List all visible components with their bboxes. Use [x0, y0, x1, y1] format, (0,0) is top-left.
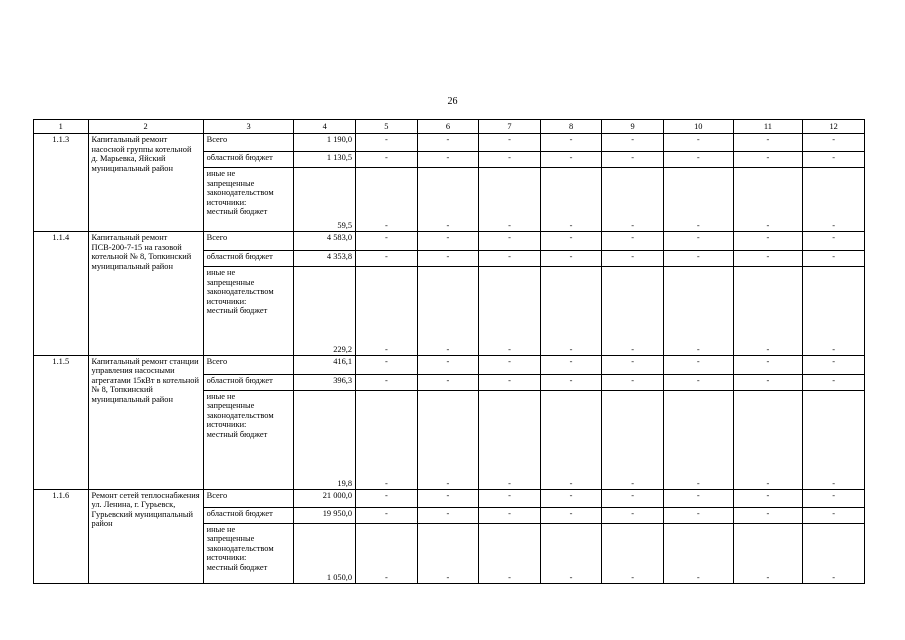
empty-value-dash: -	[602, 232, 664, 251]
funding-source-line: запрещенные	[206, 178, 255, 188]
funding-source-line: источники:	[206, 420, 247, 430]
table-row	[34, 134, 865, 152]
empty-value-dash: -	[663, 134, 733, 152]
empty-value-dash: -	[479, 374, 541, 390]
empty-value-dash: -	[356, 134, 418, 152]
funding-source-label: областной бюджет	[203, 507, 294, 523]
item-name: Ремонт сетей теплоснабжения ул. Ленина, г. Гурьевск, Гурьевский муниципальный район	[88, 490, 203, 584]
funding-source-line: запрещенные	[206, 534, 255, 544]
empty-value-dash: -	[540, 374, 602, 390]
empty-value-dash: -	[356, 168, 418, 232]
empty-value-dash: -	[733, 267, 803, 356]
amount-value: 19 950,0	[294, 507, 356, 523]
empty-value-dash: -	[803, 168, 865, 232]
empty-value-dash: -	[803, 507, 865, 523]
column-number: 8	[540, 120, 602, 134]
empty-value-dash: -	[356, 356, 418, 375]
column-number: 2	[88, 120, 203, 134]
funding-source-line: источники:	[206, 553, 247, 563]
empty-value-dash: -	[356, 250, 418, 266]
column-number: 5	[356, 120, 418, 134]
empty-value-dash: -	[602, 134, 664, 152]
column-number-row	[34, 120, 865, 134]
empty-value-dash: -	[479, 250, 541, 266]
item-number: 1.1.6	[34, 490, 89, 584]
empty-value-dash: -	[540, 168, 602, 232]
empty-value-dash: -	[733, 356, 803, 375]
empty-value-dash: -	[479, 134, 541, 152]
funding-source-label	[203, 267, 294, 356]
empty-value-dash: -	[602, 490, 664, 508]
funding-source-label	[203, 391, 294, 490]
empty-value-dash: -	[733, 524, 803, 584]
empty-value-dash: -	[540, 134, 602, 152]
item-name: Капитальный ремонт насосной группы котельной д. Марьевка, Яйский муниципальный район	[88, 134, 203, 232]
empty-value-dash: -	[479, 490, 541, 508]
item-number: 1.1.3	[34, 134, 89, 232]
column-number: 9	[602, 120, 664, 134]
empty-value-dash: -	[417, 151, 479, 167]
item-number: 1.1.5	[34, 356, 89, 490]
empty-value-dash: -	[733, 374, 803, 390]
funding-source-label: Всего	[203, 134, 294, 152]
funding-source-line: местный бюджет	[206, 562, 268, 572]
empty-value-dash: -	[479, 524, 541, 584]
budget-table	[33, 119, 865, 584]
empty-value-dash: -	[540, 356, 602, 375]
empty-value-dash: -	[540, 232, 602, 251]
empty-value-dash: -	[733, 391, 803, 490]
empty-value-dash: -	[663, 356, 733, 375]
column-number: 3	[203, 120, 294, 134]
empty-value-dash: -	[356, 232, 418, 251]
amount-value: 1 050,0	[294, 524, 356, 584]
empty-value-dash: -	[356, 391, 418, 490]
amount-value: 1 190,0	[294, 134, 356, 152]
funding-source-line: местный бюджет	[206, 306, 268, 315]
empty-value-dash: -	[663, 151, 733, 167]
empty-value-dash: -	[417, 232, 479, 251]
empty-value-dash: -	[602, 524, 664, 584]
column-number: 4	[294, 120, 356, 134]
empty-value-dash: -	[733, 507, 803, 523]
item-name: Капитальный ремонт ПСВ-200-7-15 на газовой котельной № 8, Топкинский муниципальный район	[88, 232, 203, 356]
empty-value-dash: -	[663, 507, 733, 523]
column-number: 6	[417, 120, 479, 134]
empty-value-dash: -	[540, 250, 602, 266]
funding-source-label: Всего	[203, 356, 294, 375]
empty-value-dash: -	[417, 267, 479, 356]
empty-value-dash: -	[803, 267, 865, 356]
funding-source-label	[203, 168, 294, 232]
empty-value-dash: -	[417, 250, 479, 266]
empty-value-dash: -	[479, 232, 541, 251]
empty-value-dash: -	[479, 168, 541, 232]
table-row	[34, 490, 865, 508]
empty-value-dash: -	[663, 391, 733, 490]
empty-value-dash: -	[356, 374, 418, 390]
funding-source-label	[203, 524, 294, 584]
empty-value-dash: -	[356, 507, 418, 523]
funding-source-line: источники:	[206, 197, 247, 207]
empty-value-dash: -	[417, 490, 479, 508]
empty-value-dash: -	[602, 356, 664, 375]
empty-value-dash: -	[602, 151, 664, 167]
funding-source-line: запрещенные	[206, 401, 255, 411]
funding-source-line: местный бюджет	[206, 207, 268, 217]
amount-value: 4 353,8	[294, 250, 356, 266]
empty-value-dash: -	[602, 267, 664, 356]
amount-value: 4 583,0	[294, 232, 356, 251]
funding-source-line: законодательством	[206, 188, 274, 198]
amount-value: 21 000,0	[294, 490, 356, 508]
empty-value-dash: -	[417, 134, 479, 152]
empty-value-dash: -	[417, 374, 479, 390]
empty-value-dash: -	[663, 490, 733, 508]
funding-source-line: местный бюджет	[206, 429, 268, 439]
funding-source-line: запрещенные	[206, 277, 255, 287]
empty-value-dash: -	[663, 374, 733, 390]
table-row	[34, 232, 865, 251]
column-number: 10	[663, 120, 733, 134]
empty-value-dash: -	[803, 134, 865, 152]
amount-value: 396,3	[294, 374, 356, 390]
empty-value-dash: -	[803, 391, 865, 490]
funding-source-line: иные не	[206, 392, 236, 402]
funding-source-line: иные не	[206, 268, 236, 278]
empty-value-dash: -	[803, 374, 865, 390]
empty-value-dash: -	[663, 267, 733, 356]
empty-value-dash: -	[602, 507, 664, 523]
funding-source-label: Всего	[203, 232, 294, 251]
column-number: 7	[479, 120, 541, 134]
empty-value-dash: -	[540, 391, 602, 490]
empty-value-dash: -	[479, 151, 541, 167]
empty-value-dash: -	[803, 524, 865, 584]
empty-value-dash: -	[733, 168, 803, 232]
funding-source-line: иные не	[206, 169, 236, 179]
item-name: Капитальный ремонт станции управления насосными агрегатами 15кВт в котельной № 8, Топкинский муниципальный район	[88, 356, 203, 490]
empty-value-dash: -	[540, 267, 602, 356]
funding-source-line: источники:	[206, 296, 247, 306]
empty-value-dash: -	[663, 524, 733, 584]
empty-value-dash: -	[356, 524, 418, 584]
empty-value-dash: -	[803, 250, 865, 266]
empty-value-dash: -	[663, 250, 733, 266]
empty-value-dash: -	[602, 168, 664, 232]
amount-value: 416,1	[294, 356, 356, 375]
empty-value-dash: -	[602, 374, 664, 390]
column-number: 12	[803, 120, 865, 134]
empty-value-dash: -	[663, 232, 733, 251]
empty-value-dash: -	[417, 356, 479, 375]
empty-value-dash: -	[417, 168, 479, 232]
empty-value-dash: -	[540, 507, 602, 523]
empty-value-dash: -	[479, 507, 541, 523]
empty-value-dash: -	[417, 524, 479, 584]
empty-value-dash: -	[356, 267, 418, 356]
empty-value-dash: -	[803, 151, 865, 167]
funding-source-line: иные не	[206, 525, 236, 535]
funding-source-label: Всего	[203, 490, 294, 508]
empty-value-dash: -	[356, 151, 418, 167]
funding-source-line: законодательством	[206, 287, 274, 297]
amount-value: 19,8	[294, 391, 356, 490]
funding-source-label: областной бюджет	[203, 250, 294, 266]
empty-value-dash: -	[733, 134, 803, 152]
empty-value-dash: -	[803, 490, 865, 508]
empty-value-dash: -	[479, 391, 541, 490]
empty-value-dash: -	[733, 490, 803, 508]
empty-value-dash: -	[479, 356, 541, 375]
table-row	[34, 356, 865, 375]
empty-value-dash: -	[540, 524, 602, 584]
budget-table-body	[34, 120, 865, 584]
empty-value-dash: -	[733, 151, 803, 167]
empty-value-dash: -	[479, 267, 541, 356]
funding-source-line: законодательством	[206, 410, 274, 420]
empty-value-dash: -	[663, 168, 733, 232]
empty-value-dash: -	[733, 250, 803, 266]
funding-source-label: областной бюджет	[203, 151, 294, 167]
empty-value-dash: -	[803, 232, 865, 251]
empty-value-dash: -	[602, 391, 664, 490]
funding-source-label: областной бюджет	[203, 374, 294, 390]
empty-value-dash: -	[602, 250, 664, 266]
amount-value: 1 130,5	[294, 151, 356, 167]
item-number: 1.1.4	[34, 232, 89, 356]
empty-value-dash: -	[540, 490, 602, 508]
column-number: 11	[733, 120, 803, 134]
funding-source-line: законодательством	[206, 543, 274, 553]
amount-value: 229,2	[294, 267, 356, 356]
empty-value-dash: -	[417, 391, 479, 490]
empty-value-dash: -	[733, 232, 803, 251]
empty-value-dash: -	[803, 356, 865, 375]
empty-value-dash: -	[540, 151, 602, 167]
empty-value-dash: -	[417, 507, 479, 523]
column-number: 1	[34, 120, 89, 134]
page-number: 26	[447, 96, 458, 107]
empty-value-dash: -	[356, 490, 418, 508]
amount-value: 59,5	[294, 168, 356, 232]
